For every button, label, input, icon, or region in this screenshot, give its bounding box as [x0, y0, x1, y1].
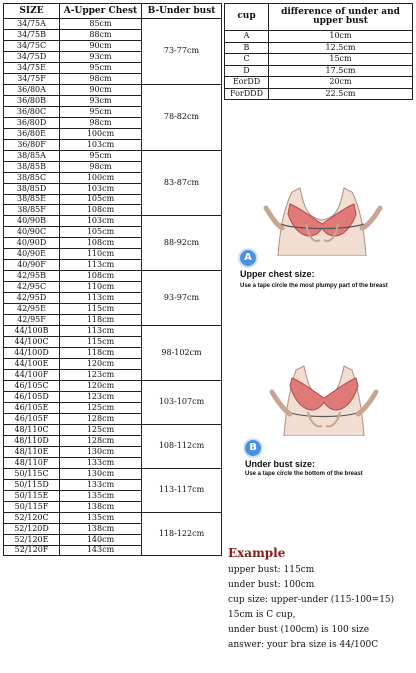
size-cell: 42/95D: [4, 293, 60, 304]
upper-chest-cell: 113cm: [60, 326, 142, 337]
upper-chest-cell: 98cm: [60, 117, 142, 128]
cup-cell: A: [225, 31, 269, 43]
size-cell: 50/115C: [4, 468, 60, 479]
size-cell: 48/110F: [4, 457, 60, 468]
size-cell: 34/75B: [4, 29, 60, 40]
size-cell: 52/120E: [4, 534, 60, 545]
upper-chest-cell: 115cm: [60, 337, 142, 348]
size-cell: 44/100E: [4, 359, 60, 370]
size-row: [4, 150, 222, 161]
cup-cell: EorDD: [225, 77, 269, 89]
size-cell: 40/90C: [4, 227, 60, 238]
difference-cell: 17.5cm: [269, 65, 413, 77]
size-cell: 50/115D: [4, 479, 60, 490]
upper-chest-cell: 105cm: [60, 227, 142, 238]
size-cell: 34/75C: [4, 40, 60, 51]
upper-chest-cell: 138cm: [60, 501, 142, 512]
upper-chest-cell: 128cm: [60, 435, 142, 446]
under-bust-range-cell: 103-107cm: [142, 380, 222, 424]
size-cell: 38/85B: [4, 161, 60, 172]
size-cell: 42/95F: [4, 315, 60, 326]
size-cell: 48/110C: [4, 424, 60, 435]
upper-chest-cell: 98cm: [60, 161, 142, 172]
upper-chest-cell: 120cm: [60, 359, 142, 370]
upper-chest-cell: 98cm: [60, 73, 142, 84]
upper-chest-cell: 143cm: [60, 545, 142, 556]
size-cell: 38/85C: [4, 172, 60, 183]
under-bust-measure-illustration: [262, 358, 386, 436]
upper-chest-cell: 135cm: [60, 512, 142, 523]
under-bust-range-cell: 108-112cm: [142, 424, 222, 468]
upper-chest-cell: 135cm: [60, 490, 142, 501]
size-cell: 34/75D: [4, 51, 60, 62]
size-cell: 52/120D: [4, 523, 60, 534]
upper-chest-cell: 88cm: [60, 29, 142, 40]
size-row: [4, 216, 222, 227]
cup-difference-table: [224, 3, 413, 100]
size-cell: 40/90F: [4, 260, 60, 271]
cup-table-header-row: [225, 4, 413, 31]
upper-chest-cell: 133cm: [60, 457, 142, 468]
upper-chest-cell: 113cm: [60, 260, 142, 271]
upper-chest-cell: 108cm: [60, 271, 142, 282]
example-line-answer: answer: your bra size is 44/100C: [228, 640, 379, 650]
upper-chest-column-header: A-Upper Chest: [60, 4, 142, 19]
cup-row: [225, 54, 413, 66]
cup-cell: D: [225, 65, 269, 77]
size-cell: 42/95C: [4, 282, 60, 293]
difference-cell: 20cm: [269, 77, 413, 89]
size-cell: 36/80B: [4, 95, 60, 106]
size-row: [4, 512, 222, 523]
size-cell: 42/95E: [4, 304, 60, 315]
under-bust-range-cell: 78-82cm: [142, 84, 222, 150]
example-line-cup-size: cup size: upper-under (115-100=15): [228, 595, 395, 605]
example-line-upper-bust: upper bust: 115cm: [228, 565, 315, 575]
under-bust-title: Under bust size:: [245, 459, 316, 469]
size-row: [4, 84, 222, 95]
size-row: [4, 326, 222, 337]
upper-chest-cell: 133cm: [60, 479, 142, 490]
cup-row: [225, 88, 413, 100]
size-cell: 36/80F: [4, 139, 60, 150]
upper-chest-cell: 93cm: [60, 95, 142, 106]
size-chart-table: [3, 3, 222, 556]
upper-chest-cell: 130cm: [60, 468, 142, 479]
under-bust-column-header: B-Under bust: [142, 4, 222, 19]
size-table-header-row: [4, 4, 222, 19]
upper-chest-cell: 118cm: [60, 348, 142, 359]
size-cell: 36/80D: [4, 117, 60, 128]
size-cell: 48/110D: [4, 435, 60, 446]
upper-chest-description: Use a tape circle the most plumpy part of the breast: [240, 283, 388, 289]
difference-cell: 15cm: [269, 54, 413, 66]
upper-chest-cell: 100cm: [60, 128, 142, 139]
size-cell: 50/115F: [4, 501, 60, 512]
size-cell: 40/90D: [4, 238, 60, 249]
upper-chest-cell: 105cm: [60, 194, 142, 205]
example-title: Example: [228, 546, 286, 560]
upper-chest-cell: 130cm: [60, 446, 142, 457]
upper-chest-cell: 90cm: [60, 40, 142, 51]
size-cell: 50/115E: [4, 490, 60, 501]
upper-chest-cell: 113cm: [60, 293, 142, 304]
size-cell: 44/100D: [4, 348, 60, 359]
upper-chest-cell: 103cm: [60, 183, 142, 194]
cup-row: [225, 65, 413, 77]
example-line-cup-result: 15cm is C cup,: [228, 610, 296, 620]
size-cell: 34/75F: [4, 73, 60, 84]
size-cell: 42/95B: [4, 271, 60, 282]
upper-chest-cell: 108cm: [60, 205, 142, 216]
upper-chest-cell: 95cm: [60, 106, 142, 117]
size-cell: 48/110E: [4, 446, 60, 457]
upper-chest-cell: 140cm: [60, 534, 142, 545]
example-line-under-bust: under bust: 100cm: [228, 580, 315, 590]
upper-chest-cell: 95cm: [60, 62, 142, 73]
size-cell: 46/105C: [4, 380, 60, 391]
upper-chest-cell: 125cm: [60, 424, 142, 435]
cup-cell: ForDDD: [225, 88, 269, 100]
upper-chest-cell: 138cm: [60, 523, 142, 534]
example-line-band-size: under bust (100cm) is 100 size: [228, 625, 370, 635]
size-cell: 52/120F: [4, 545, 60, 556]
cup-row: [225, 42, 413, 54]
upper-chest-cell: 103cm: [60, 139, 142, 150]
size-cell: 34/75E: [4, 62, 60, 73]
under-bust-range-cell: 113-117cm: [142, 468, 222, 512]
upper-chest-cell: 108cm: [60, 238, 142, 249]
upper-chest-cell: 125cm: [60, 402, 142, 413]
upper-chest-cell: 93cm: [60, 51, 142, 62]
cup-row: [225, 77, 413, 89]
under-bust-range-cell: 73-77cm: [142, 19, 222, 85]
size-cell: 36/80A: [4, 84, 60, 95]
upper-chest-title: Upper chest size:: [240, 269, 315, 279]
size-cell: 46/105F: [4, 413, 60, 424]
under-bust-range-cell: 93-97cm: [142, 271, 222, 326]
upper-chest-cell: 110cm: [60, 249, 142, 260]
cup-cell: B: [225, 42, 269, 54]
under-bust-range-cell: 88-92cm: [142, 216, 222, 271]
upper-chest-cell: 90cm: [60, 84, 142, 95]
upper-chest-cell: 128cm: [60, 413, 142, 424]
upper-chest-cell: 123cm: [60, 370, 142, 381]
cup-row: [225, 31, 413, 43]
difference-cell: 12.5cm: [269, 42, 413, 54]
difference-column-header: difference of under and upper bust: [269, 4, 413, 31]
size-cell: 40/90B: [4, 216, 60, 227]
size-cell: 46/105D: [4, 391, 60, 402]
size-cell: 38/85D: [4, 183, 60, 194]
upper-chest-cell: 85cm: [60, 19, 142, 30]
size-row: [4, 271, 222, 282]
size-cell: 44/100F: [4, 370, 60, 381]
example-section: [228, 546, 414, 653]
size-cell: 36/80C: [4, 106, 60, 117]
upper-chest-cell: 100cm: [60, 172, 142, 183]
size-cell: 38/85F: [4, 205, 60, 216]
difference-cell: 22.5cm: [269, 88, 413, 100]
size-cell: 38/85E: [4, 194, 60, 205]
under-bust-range-cell: 98-102cm: [142, 326, 222, 381]
upper-chest-cell: 110cm: [60, 282, 142, 293]
under-bust-description: Use a tape circle the bottom of the breast: [245, 471, 363, 477]
size-cell: 44/100B: [4, 326, 60, 337]
difference-cell: 10cm: [269, 31, 413, 43]
size-cell: 36/80E: [4, 128, 60, 139]
size-cell: 44/100C: [4, 337, 60, 348]
upper-chest-cell: 95cm: [60, 150, 142, 161]
size-cell: 46/105E: [4, 402, 60, 413]
size-cell: 40/90E: [4, 249, 60, 260]
under-bust-range-cell: 118-122cm: [142, 512, 222, 556]
upper-chest-cell: 123cm: [60, 391, 142, 402]
upper-chest-measure-illustration: [258, 178, 388, 256]
size-cell: 34/75A: [4, 19, 60, 30]
size-row: [4, 19, 222, 30]
size-cell: 52/120C: [4, 512, 60, 523]
size-cell: 38/85A: [4, 150, 60, 161]
upper-chest-cell: 115cm: [60, 304, 142, 315]
cup-column-header: cup: [225, 4, 269, 31]
size-column-header: SIZE: [4, 4, 60, 19]
upper-chest-cell: 103cm: [60, 216, 142, 227]
measure-b-badge: B: [245, 440, 261, 456]
size-row: [4, 468, 222, 479]
cup-cell: C: [225, 54, 269, 66]
upper-chest-cell: 118cm: [60, 315, 142, 326]
size-row: [4, 424, 222, 435]
under-bust-range-cell: 83-87cm: [142, 150, 222, 216]
size-row: [4, 380, 222, 391]
measure-a-badge: A: [240, 250, 256, 266]
upper-chest-cell: 120cm: [60, 380, 142, 391]
